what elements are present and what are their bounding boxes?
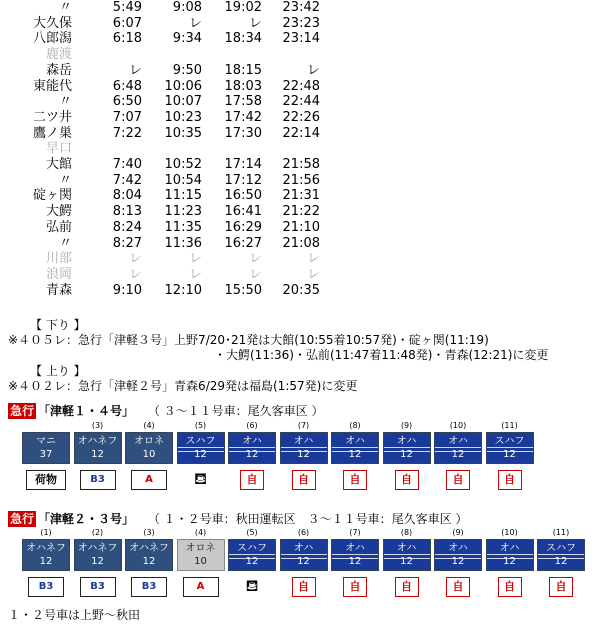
- time-cell: 10:06: [164, 78, 202, 94]
- train-car: [22, 420, 70, 490]
- car-code: 12: [400, 449, 413, 460]
- station-name: 鷹ノ巣: [32, 125, 72, 141]
- time-cell: 11:35: [164, 219, 202, 235]
- car-type: スハフ: [237, 543, 267, 554]
- time-cell: 22:44: [282, 94, 320, 110]
- time-cell: 16:27: [224, 235, 262, 251]
- car-body: [331, 539, 379, 571]
- train-car: [228, 527, 276, 595]
- time-cell: 6:07: [112, 15, 142, 31]
- car-code: 12: [297, 449, 310, 460]
- car-type: オハ: [345, 436, 365, 447]
- time-cell: レ: [188, 266, 202, 282]
- car-body: [177, 432, 225, 464]
- ji-icon: 自: [498, 470, 522, 490]
- station-name: 早口: [45, 141, 72, 157]
- car-code: 10: [194, 556, 207, 567]
- time-cell: 18:34: [224, 31, 262, 47]
- train1-info: （ ３～１１号車：尾久客車区 ）: [147, 404, 324, 418]
- car-body: [434, 432, 482, 464]
- express-badge: 急行: [10, 512, 35, 526]
- train-car: [486, 420, 534, 490]
- train-car: [177, 527, 225, 597]
- car-type: オハ: [293, 436, 314, 447]
- car-body: [383, 432, 431, 464]
- ji-icon: 自: [292, 470, 316, 490]
- time-cell: 22:26: [282, 109, 320, 125]
- car-body: [228, 432, 276, 464]
- time-cell: レ: [248, 266, 262, 282]
- car-type: オハネフ: [77, 543, 118, 554]
- time-cell: 9:10: [112, 282, 142, 298]
- b3-icon: B3: [80, 577, 116, 597]
- car-code: 37: [39, 449, 53, 460]
- ji-icon: 自: [446, 470, 470, 490]
- car-number: (9): [452, 528, 464, 537]
- car-number: (5): [246, 528, 258, 537]
- train-car: [537, 527, 585, 597]
- time-cell: 23:23: [282, 15, 320, 31]
- time-cell: 15:50: [224, 282, 262, 298]
- ji-icon: 自: [446, 577, 470, 597]
- train-car: [434, 420, 482, 490]
- time-cell: レ: [248, 251, 262, 267]
- car-type: スハフ: [185, 436, 216, 447]
- station-name: 大久保: [32, 15, 72, 31]
- car-type: オハネフ: [26, 543, 66, 554]
- station-name: 弘前: [45, 219, 72, 235]
- car-type: オロネ: [185, 543, 216, 554]
- time-cell: 12:10: [164, 282, 202, 298]
- time-cell: 6:50: [112, 94, 142, 110]
- time-cell: 22:14: [282, 125, 320, 141]
- time-cell: 8:13: [112, 204, 142, 220]
- car-number: (6): [246, 421, 258, 430]
- car-code: 12: [503, 556, 516, 567]
- ji-icon: 自: [498, 577, 522, 597]
- time-cell: 17:30: [224, 125, 262, 141]
- car-number: (5): [194, 421, 207, 430]
- car-number: (10): [449, 421, 467, 430]
- time-cell: 17:58: [224, 94, 262, 110]
- up-notes: [8, 364, 357, 394]
- time-cell: 11:15: [164, 188, 202, 204]
- station-name: 二ツ井: [32, 109, 72, 125]
- ji-icon: 自: [292, 577, 316, 597]
- time-cell: 21:22: [282, 204, 320, 220]
- station-name: 八郎潟: [32, 31, 72, 47]
- time-cell: 7:40: [112, 157, 142, 172]
- time-cell: 5:49: [112, 0, 142, 15]
- car-type: オハ: [345, 543, 365, 554]
- car-body: [228, 539, 276, 571]
- car-number: (7): [297, 421, 310, 430]
- car-number: (7): [349, 528, 361, 537]
- ji-icon: 自: [395, 470, 419, 490]
- nimotsu-icon: 荷物: [26, 470, 66, 490]
- car-body: [22, 432, 70, 464]
- time-cell: レ: [128, 251, 142, 267]
- train-car: [22, 527, 70, 597]
- time-cell: 10:54: [164, 172, 202, 188]
- train-car: [125, 527, 173, 597]
- station-name: 東能代: [32, 78, 72, 94]
- train-car: [74, 527, 122, 597]
- car-body: [74, 539, 122, 571]
- time-cell: 20:35: [282, 282, 320, 298]
- train-car: [177, 420, 225, 488]
- car-code: 12: [503, 449, 516, 460]
- car-body: [280, 432, 328, 464]
- station-name: 森岳: [45, 62, 72, 78]
- car-code: 12: [451, 556, 465, 567]
- station-name: 碇ヶ関: [32, 188, 72, 204]
- time-cell: レ: [306, 62, 320, 78]
- up-note-line1: ※４０２レ：急行「津軽２号」青森6/29発は福島(1:57発)に変更: [8, 379, 358, 393]
- time-cell: 9:34: [172, 31, 202, 47]
- station-name: 鹿渡: [45, 47, 72, 63]
- time-cell: 23:42: [282, 0, 320, 15]
- time-cell: 10:35: [164, 125, 202, 141]
- train2-info: （ １・２号車：秋田運転区 ３～１１号車：尾久客車区 ）: [147, 512, 468, 526]
- car-body: [486, 539, 534, 571]
- car-number: (11): [501, 421, 518, 430]
- car-body: [434, 539, 482, 571]
- time-cell: 16:29: [224, 219, 262, 235]
- train-car: [383, 527, 431, 597]
- train-car: [74, 420, 122, 490]
- time-cell: 21:08: [282, 235, 320, 251]
- car-number: (11): [552, 528, 570, 537]
- car-type: オハ: [448, 436, 468, 447]
- car-number: (4): [143, 421, 155, 430]
- time-cell: 21:58: [282, 157, 320, 172]
- station-name: 川部: [45, 251, 72, 267]
- train-car: [125, 420, 173, 490]
- car-body: [331, 432, 379, 464]
- time-cell: 16:50: [224, 188, 262, 204]
- up-header: 【 上り 】: [30, 364, 86, 378]
- train-car: [383, 420, 431, 490]
- train2-header: [8, 511, 468, 527]
- time-cell: 8:27: [112, 235, 142, 251]
- car-number: (8): [400, 528, 413, 537]
- ji-icon: 自: [343, 577, 367, 597]
- car-number: (3): [91, 421, 104, 430]
- green-icon: ⛾: [184, 470, 218, 488]
- car-code: 12: [39, 556, 53, 567]
- car-number: (8): [349, 421, 361, 430]
- time-cell: 17:14: [224, 157, 262, 172]
- train-car: [434, 527, 482, 597]
- b3-icon: B3: [131, 577, 167, 597]
- time-cell: レ: [188, 251, 202, 267]
- car-type: オハネフ: [129, 543, 169, 554]
- car-type: オハ: [396, 543, 417, 554]
- car-code: 12: [245, 449, 259, 460]
- time-cell: 21:10: [282, 219, 320, 235]
- station-name: 大鰐: [45, 204, 72, 220]
- train1-name: 「津軽１・４号」: [38, 404, 135, 418]
- green-icon: ⛾: [235, 577, 269, 595]
- time-cell: 7:22: [112, 125, 142, 141]
- car-code: 12: [348, 449, 362, 460]
- time-cell: 8:04: [112, 188, 142, 204]
- time-cell: 6:48: [112, 78, 142, 94]
- time-cell: 16:41: [224, 204, 262, 220]
- station-name: 〃: [58, 0, 72, 15]
- train2-name: 「津軽２・３号」: [38, 512, 135, 526]
- car-body: [125, 432, 173, 464]
- down-header: 【 下り 】: [30, 318, 86, 332]
- car-number: (1): [40, 528, 52, 537]
- car-code: 12: [554, 556, 568, 567]
- time-cell: 18:03: [224, 78, 262, 94]
- car-type: オハ: [293, 543, 314, 554]
- station-name: 大館: [45, 157, 72, 172]
- time-cell: 7:42: [112, 172, 142, 188]
- train-car: [331, 420, 379, 490]
- train-car: [280, 527, 328, 597]
- car-code: 12: [451, 449, 465, 460]
- car-type: オハネフ: [77, 436, 118, 447]
- car-body: [383, 539, 431, 571]
- time-cell: 11:36: [164, 235, 202, 251]
- time-cell: レ: [128, 266, 142, 282]
- time-cell: レ: [306, 266, 320, 282]
- time-cell: 17:12: [224, 172, 262, 188]
- time-cell: 11:23: [164, 204, 202, 220]
- station-name: 〃: [58, 94, 72, 110]
- train-car: [228, 420, 276, 490]
- car-type: スハフ: [546, 543, 576, 554]
- car-number: (6): [297, 528, 310, 537]
- time-cell: 19:02: [224, 0, 262, 15]
- car-code: 12: [91, 556, 104, 567]
- car-code: 12: [194, 449, 207, 460]
- time-cell: 10:23: [164, 109, 202, 125]
- ji-icon: 自: [549, 577, 573, 597]
- a-icon: A: [131, 470, 167, 490]
- time-cell: レ: [188, 15, 202, 31]
- car-code: 12: [297, 556, 310, 567]
- car-number: (9): [400, 421, 413, 430]
- train-car: [280, 420, 328, 490]
- time-cell: 10:07: [164, 94, 202, 110]
- station-name: 〃: [58, 172, 72, 188]
- ji-icon: 自: [395, 577, 419, 597]
- car-code: 12: [142, 556, 156, 567]
- time-cell: 9:50: [172, 62, 202, 78]
- car-body: [537, 539, 585, 571]
- car-number: (4): [194, 528, 207, 537]
- car-number: (2): [91, 528, 104, 537]
- ji-icon: 自: [343, 470, 367, 490]
- train-car: [331, 527, 379, 597]
- down-notes: [8, 318, 548, 363]
- car-code: 12: [245, 556, 259, 567]
- car-code: 12: [400, 556, 413, 567]
- car-type: オハ: [448, 543, 468, 554]
- time-cell: 8:24: [112, 219, 142, 235]
- car-type: マニ: [36, 436, 56, 447]
- time-cell: レ: [306, 251, 320, 267]
- car-code: 12: [348, 556, 362, 567]
- down-note-line1: ※４０５レ：急行「津軽３号」上野7/20･21発は大館(10:55着10:57発)・碇ヶ関(11:19): [8, 333, 489, 347]
- car-number: (3): [143, 528, 155, 537]
- time-cell: 9:08: [172, 0, 202, 15]
- station-name: 浪岡: [45, 266, 72, 282]
- footer-note: １・２号車は上野～秋田: [8, 608, 141, 622]
- time-cell: レ: [128, 62, 142, 78]
- time-cell: 23:14: [282, 31, 320, 47]
- time-cell: 17:42: [224, 109, 262, 125]
- car-body: [177, 539, 225, 571]
- car-type: スハフ: [494, 436, 525, 447]
- time-cell: レ: [248, 15, 262, 31]
- car-body: [280, 539, 328, 571]
- train1-header: [8, 403, 324, 419]
- car-type: オハ: [242, 436, 262, 447]
- station-name: 〃: [58, 235, 72, 251]
- time-cell: 7:07: [112, 109, 142, 125]
- car-body: [125, 539, 173, 571]
- car-type: オハ: [396, 436, 417, 447]
- time-cell: 6:18: [112, 31, 142, 47]
- time-cell: 21:56: [282, 172, 320, 188]
- car-type: オロネ: [134, 436, 164, 447]
- time-cell: 18:15: [224, 62, 262, 78]
- time-cell: 10:52: [164, 157, 202, 172]
- car-code: 12: [91, 449, 104, 460]
- car-body: [74, 432, 122, 464]
- time-cell: 22:48: [282, 78, 320, 94]
- train-car: [486, 527, 534, 597]
- ji-icon: 自: [240, 470, 264, 490]
- car-body: [486, 432, 534, 464]
- car-number: (10): [501, 528, 518, 537]
- car-code: 10: [142, 449, 156, 460]
- b3-icon: B3: [80, 470, 116, 490]
- car-type: オハ: [499, 543, 520, 554]
- b3-icon: B3: [28, 577, 64, 597]
- down-note-line2: ・大鰐(11:36)・弘前(11:47着11:48発)・青森(12:21)に変更: [214, 348, 549, 362]
- station-name: 青森: [45, 282, 72, 298]
- car-number: [22, 420, 70, 432]
- express-badge: 急行: [10, 404, 35, 418]
- time-cell: 21:31: [282, 188, 320, 204]
- a-icon: A: [183, 577, 219, 597]
- car-body: [22, 539, 70, 571]
